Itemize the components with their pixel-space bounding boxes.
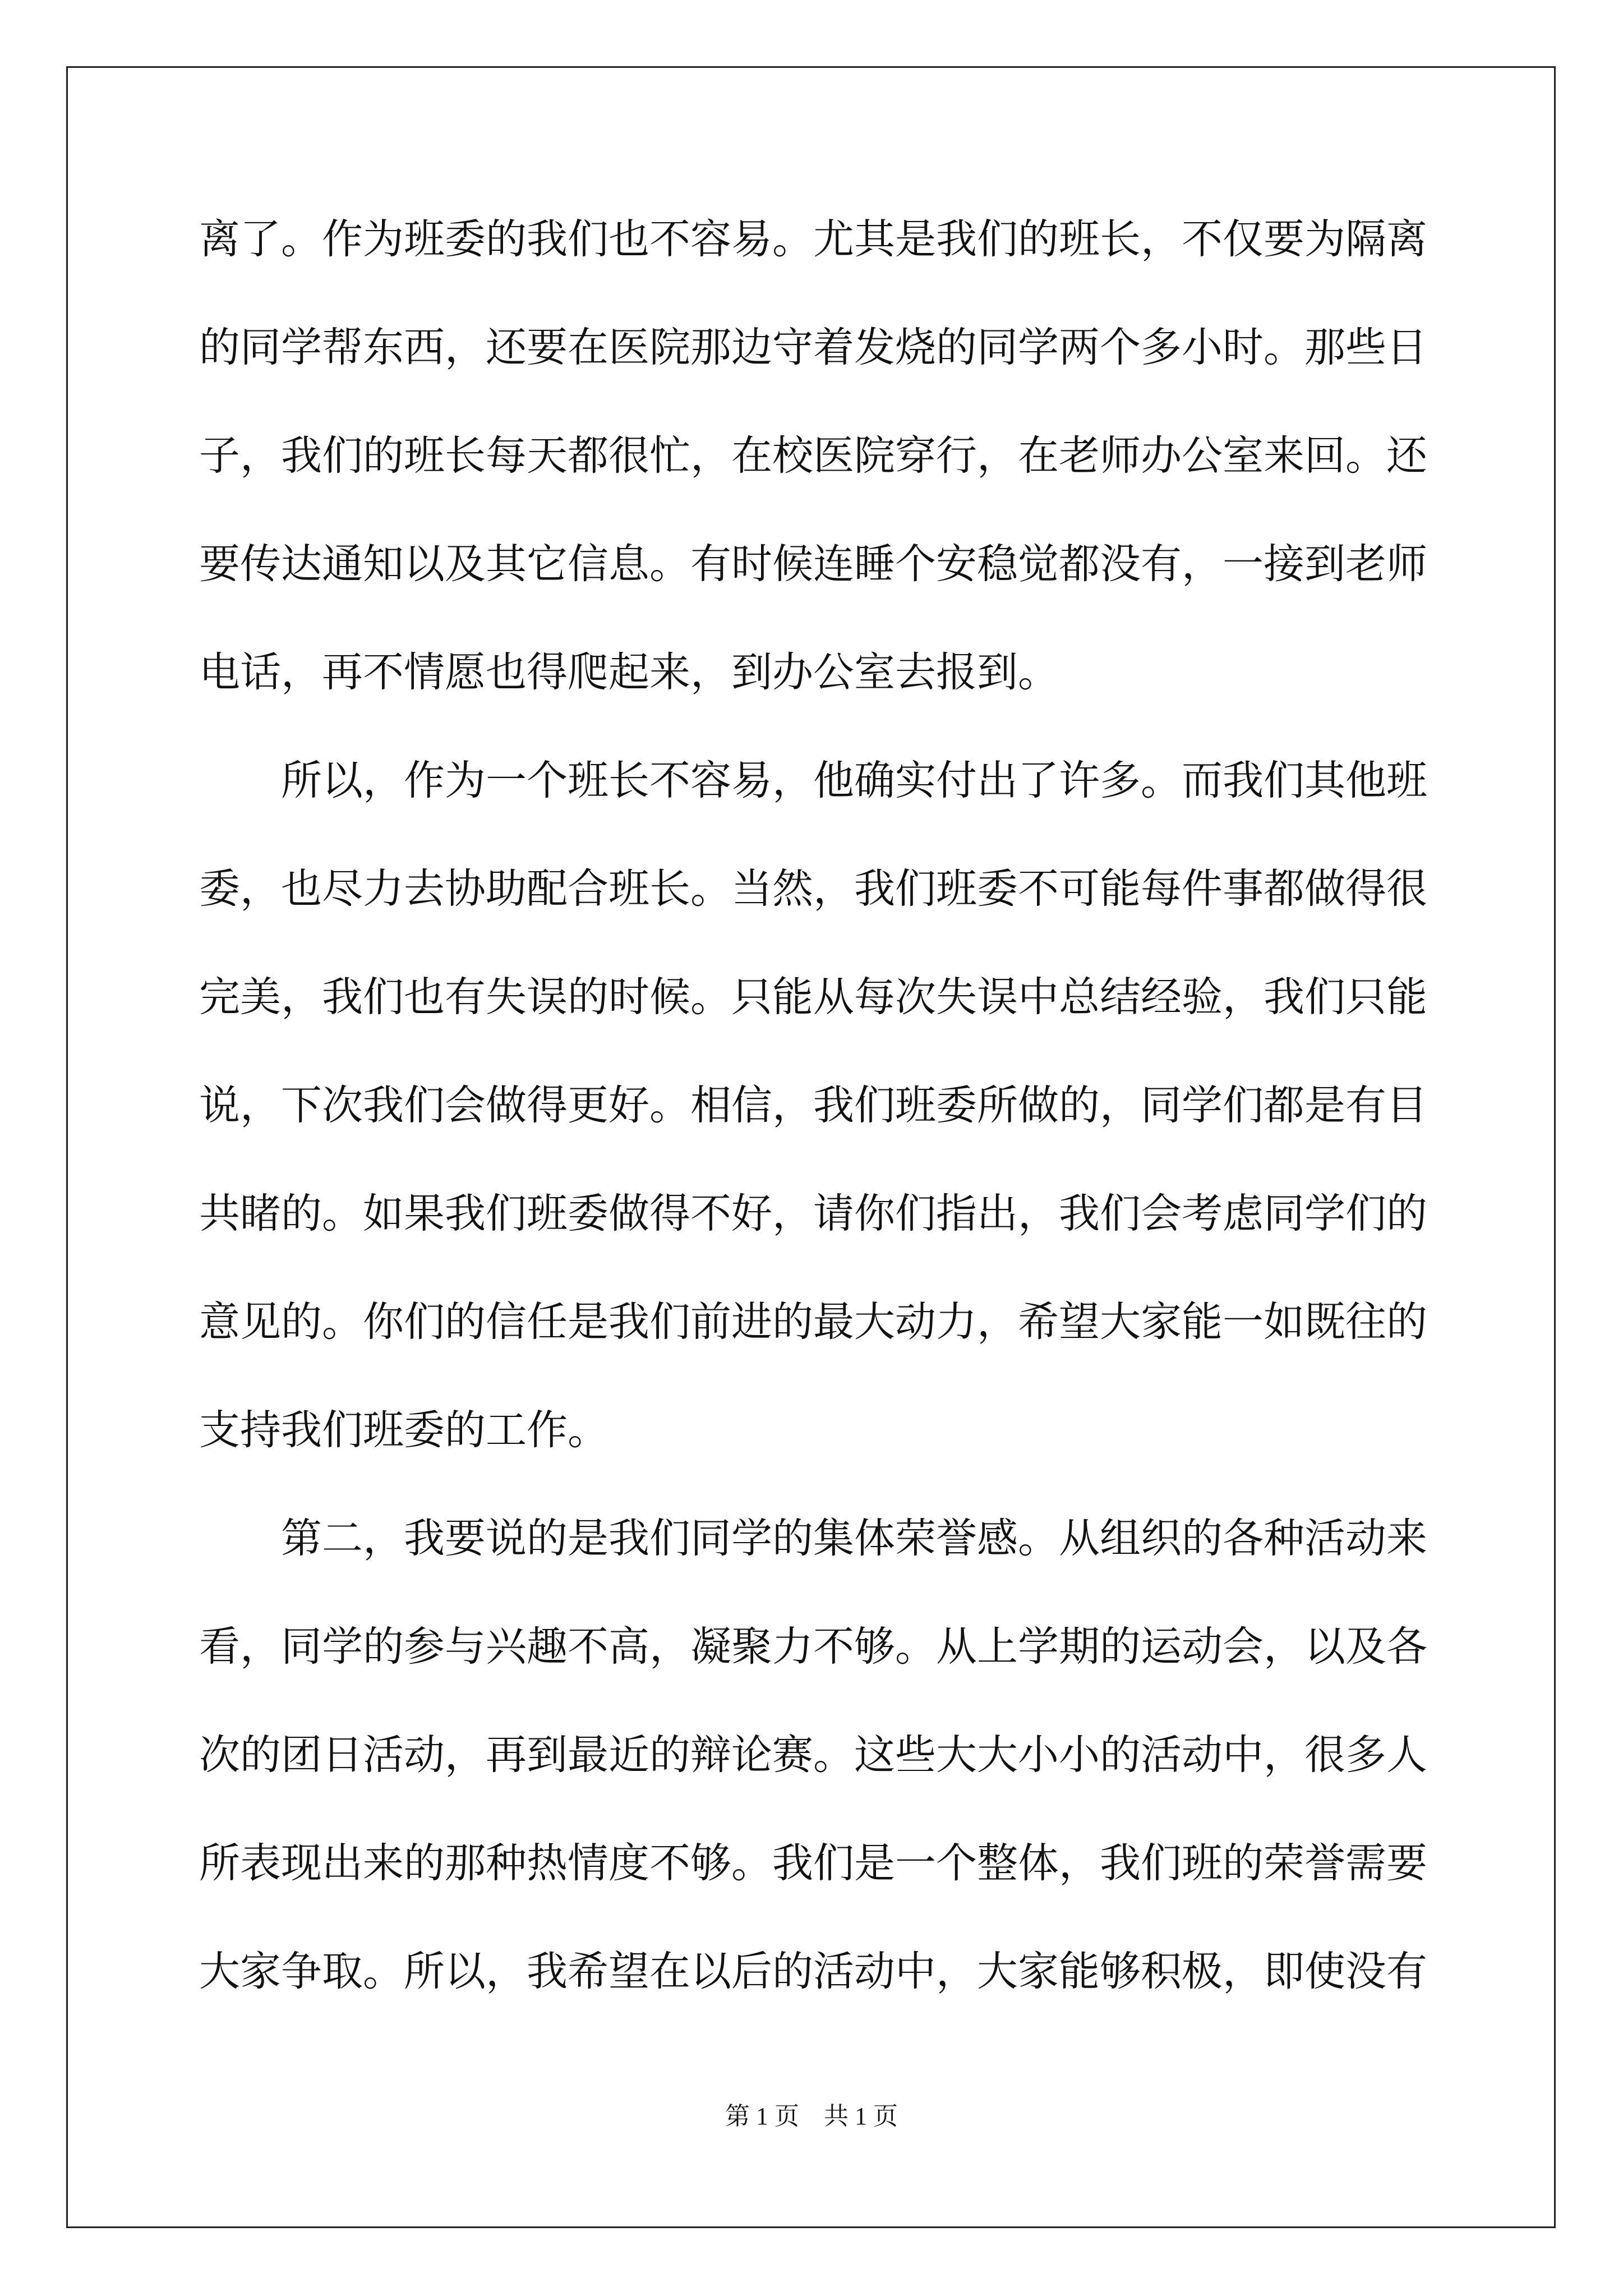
text-line-11: 意见的。你们的信任是我们前进的最大动力，希望大家能一如既往的 bbox=[199, 1298, 1427, 1346]
text-line-13: 第二，我要说的是我们同学的集体荣誉感。从组织的各种活动来 bbox=[281, 1515, 1427, 1562]
text-line-4: 要传达通知以及其它信息。有时候连睡个安稳觉都没有，一接到老师 bbox=[199, 540, 1427, 588]
text-line-1: 离了。作为班委的我们也不容易。尤其是我们的班长，不仅要为隔离 bbox=[199, 215, 1427, 263]
text-line-6: 所以，作为一个班长不容易，他确实付出了许多。而我们其他班 bbox=[281, 757, 1427, 804]
text-line-10: 共睹的。如果我们班委做得不好，请你们指出，我们会考虑同学们的 bbox=[199, 1190, 1427, 1237]
text-line-15: 次的团日活动，再到最近的辩论赛。这些大大小小的活动中，很多人 bbox=[199, 1731, 1427, 1779]
text-line-3: 子，我们的班长每天都很忙，在校医院穿行，在老师办公室来回。还 bbox=[199, 432, 1427, 480]
text-line-7: 委，也尽力去协助配合班长。当然，我们班委不可能每件事都做得很 bbox=[199, 865, 1427, 913]
text-line-2: 的同学帮东西，还要在医院那边守着发烧的同学两个多小时。那些日 bbox=[199, 324, 1427, 371]
text-line-9: 说，下次我们会做得更好。相信，我们班委所做的，同学们都是有目 bbox=[199, 1082, 1427, 1129]
page-number-footer: 第 1 页 共 1 页 bbox=[725, 2102, 898, 2130]
text-line-8: 完美，我们也有失误的时候。只能从每次失误中总结经验，我们只能 bbox=[199, 973, 1427, 1021]
text-line-16: 所表现出来的那种热情度不够。我们是一个整体，我们班的荣誉需要 bbox=[199, 1839, 1427, 1887]
text-line-5: 电话，再不情愿也得爬起来，到办公室去报到。 bbox=[199, 648, 1059, 696]
text-line-17: 大家争取。所以，我希望在以后的活动中，大家能够积极，即使没有 bbox=[199, 1948, 1427, 1995]
text-line-14: 看，同学的参与兴趣不高，凝聚力不够。从上学期的运动会，以及各 bbox=[199, 1623, 1427, 1671]
document-body bbox=[199, 185, 1427, 2026]
text-line-12: 支持我们班委的工作。 bbox=[199, 1406, 608, 1454]
